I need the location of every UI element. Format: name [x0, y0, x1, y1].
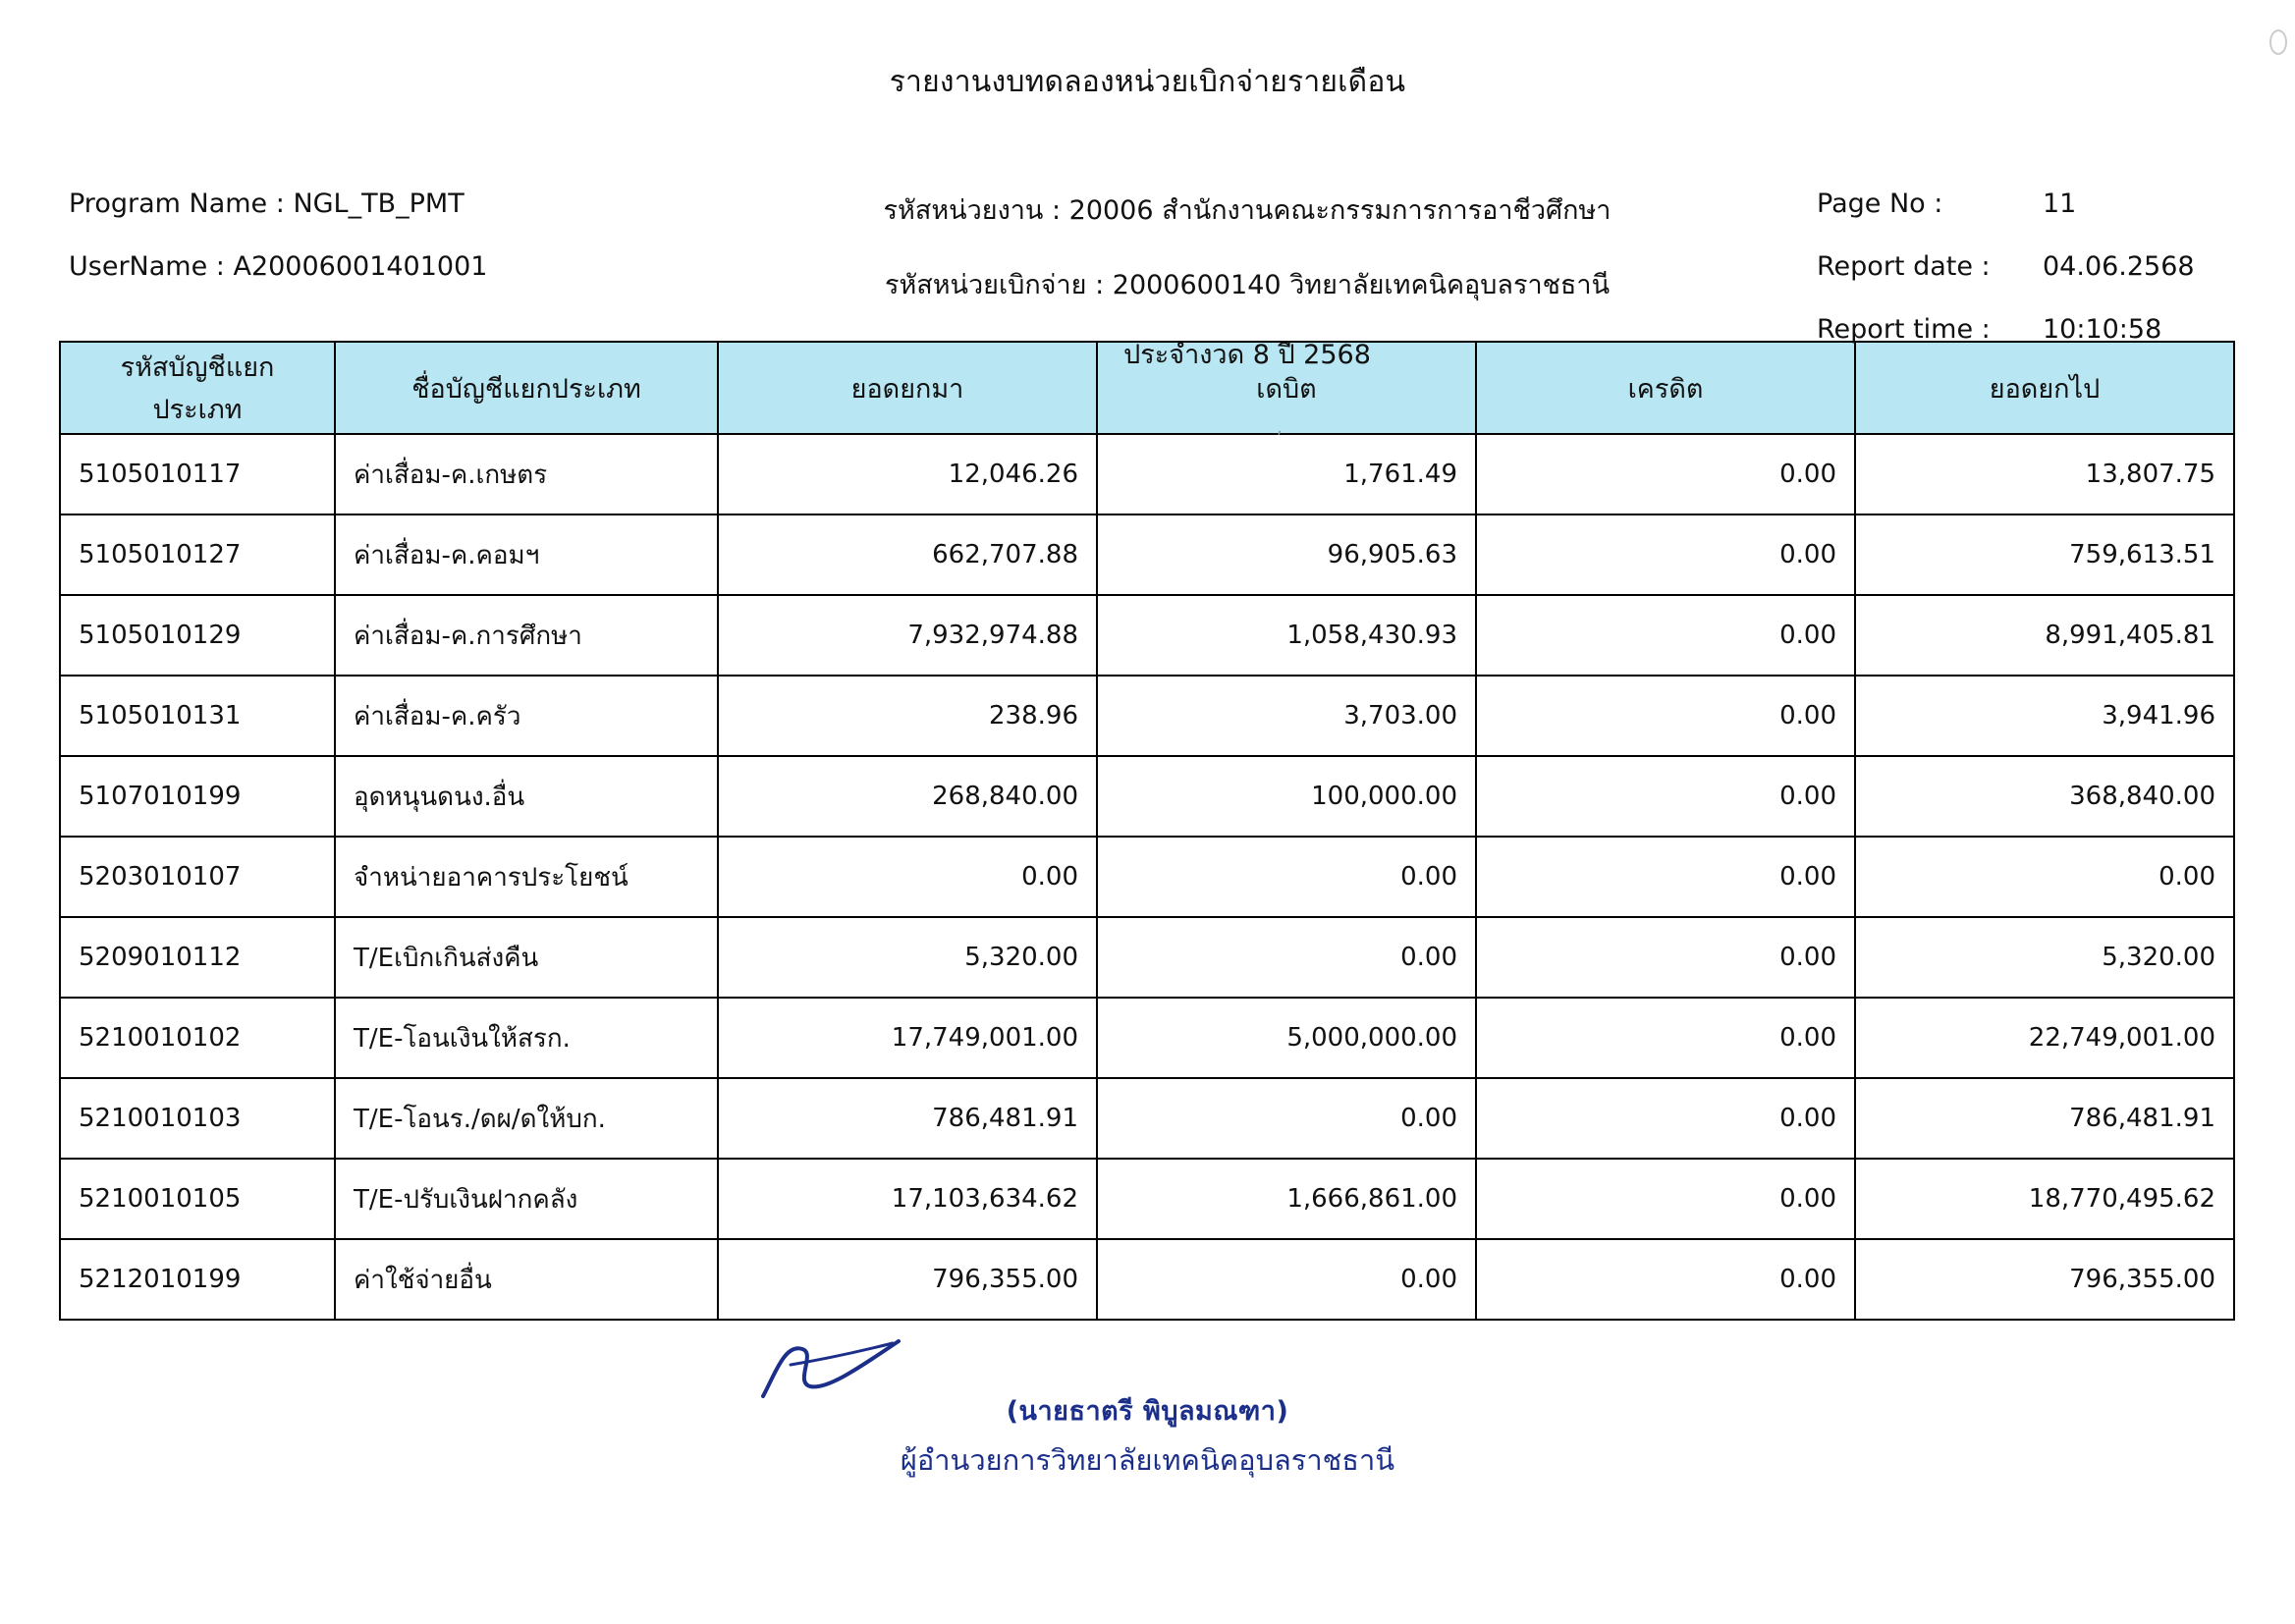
report-date-label: Report date : — [1817, 251, 1991, 282]
cell-opening-balance: 796,355.00 — [718, 1239, 1097, 1320]
report-date-value: 04.06.2568 — [2043, 251, 2195, 282]
agency-code-label: รหัสหน่วยงาน : — [883, 195, 1062, 226]
cell-opening-balance: 786,481.91 — [718, 1078, 1097, 1159]
cell-closing-balance: 5,320.00 — [1855, 917, 2234, 998]
cell-credit: 0.00 — [1476, 837, 1855, 917]
cell-account-code: 5105010131 — [60, 676, 335, 756]
cell-debit: 0.00 — [1097, 1239, 1476, 1320]
signature-block — [0, 1389, 2295, 1483]
table-row — [60, 1078, 2234, 1159]
cell-account-code: 5209010112 — [60, 917, 335, 998]
cell-credit: 0.00 — [1476, 1159, 1855, 1239]
cell-debit: 3,703.00 — [1097, 676, 1476, 756]
cell-account-code: 5105010117 — [60, 434, 335, 514]
disburse-code-line — [805, 263, 1689, 305]
page-no-line — [1817, 189, 2295, 219]
cell-account-name: T/E-โอนร./ดผ/ดให้บก. — [335, 1078, 718, 1159]
column-header-opening: ยอดยกมา — [718, 342, 1097, 434]
cell-account-code: 5107010199 — [60, 756, 335, 837]
username-line — [69, 251, 776, 282]
trial-balance-table — [59, 341, 2235, 1321]
page-edge-artifact — [2269, 29, 2287, 55]
cell-closing-balance: 22,749,001.00 — [1855, 998, 2234, 1078]
cell-opening-balance: 17,103,634.62 — [718, 1159, 1097, 1239]
cell-credit: 0.00 — [1476, 514, 1855, 595]
column-header-credit: เครดิต — [1476, 342, 1855, 434]
table-row — [60, 1159, 2234, 1239]
cell-account-name: ค่าเสื่อม-ค.คอมฯ — [335, 514, 718, 595]
report-metadata — [59, 115, 2236, 370]
cell-closing-balance: 8,991,405.81 — [1855, 595, 2234, 676]
table-row — [60, 917, 2234, 998]
cell-account-code: 5210010105 — [60, 1159, 335, 1239]
cell-account-code: 5210010103 — [60, 1078, 335, 1159]
cell-opening-balance: 238.96 — [718, 676, 1097, 756]
column-header-debit: เดบิต — [1097, 342, 1476, 434]
page-no-label: Page No : — [1817, 189, 1943, 219]
page-title: รายงานงบทดลองหน่วยเบิกจ่ายรายเดือน — [889, 65, 1406, 99]
report-time-line — [1817, 314, 2295, 345]
report-period: ประจำงวด 8 ปี 2568 — [1123, 340, 1371, 370]
cell-account-code: 5105010129 — [60, 595, 335, 676]
cell-debit: 0.00 — [1097, 917, 1476, 998]
cell-credit: 0.00 — [1476, 998, 1855, 1078]
report-time-label: Report time : — [1817, 314, 1991, 345]
cell-opening-balance: 5,320.00 — [718, 917, 1097, 998]
table-row — [60, 514, 2234, 595]
cell-debit: 1,666,861.00 — [1097, 1159, 1476, 1239]
cell-account-code: 5210010102 — [60, 998, 335, 1078]
cell-opening-balance: 662,707.88 — [718, 514, 1097, 595]
agency-code-line — [805, 189, 1689, 231]
cell-account-code: 5212010199 — [60, 1239, 335, 1320]
program-name-line — [69, 189, 776, 219]
username-label: UserName : — [69, 251, 225, 282]
page-no-value: 11 — [2043, 189, 2077, 219]
report-date-line — [1817, 251, 2295, 282]
disburse-code-value: 2000600140 วิทยาลัยเทคนิคอุบลราชธานี — [1112, 270, 1611, 300]
cell-account-name: T/E-โอนเงินให้สรก. — [335, 998, 718, 1078]
cell-credit: 0.00 — [1476, 1239, 1855, 1320]
cell-debit: 1,761.49 — [1097, 434, 1476, 514]
cell-debit: 96,905.63 — [1097, 514, 1476, 595]
disburse-code-label: รหัสหน่วยเบิกจ่าย : — [884, 270, 1105, 300]
metadata-right-column — [1817, 189, 2295, 377]
table-row — [60, 676, 2234, 756]
table-row — [60, 1239, 2234, 1320]
cell-closing-balance: 18,770,495.62 — [1855, 1159, 2234, 1239]
cell-credit: 0.00 — [1476, 434, 1855, 514]
cell-debit: 100,000.00 — [1097, 756, 1476, 837]
cell-account-code: 5105010127 — [60, 514, 335, 595]
cell-credit: 0.00 — [1476, 595, 1855, 676]
column-header-account-code: รหัสบัญชีแยกประเภท — [60, 342, 335, 434]
table-row — [60, 837, 2234, 917]
cell-debit: 1,058,430.93 — [1097, 595, 1476, 676]
cell-account-name: ค่าเสื่อม-ค.การศึกษา — [335, 595, 718, 676]
column-header-account-name: ชื่อบัญชีแยกประเภท — [335, 342, 718, 434]
cell-account-name: อุดหนุนดนง.อื่น — [335, 756, 718, 837]
cell-account-name: ค่าเสื่อม-ค.ครัว — [335, 676, 718, 756]
cell-closing-balance: 3,941.96 — [1855, 676, 2234, 756]
agency-code-value: 20006 สำนักงานคณะกรรมการการอาชีวศึกษา — [1068, 195, 1612, 226]
cell-account-name: T/E-ปรับเงินฝากคลัง — [335, 1159, 718, 1239]
scan-speck: , — [1277, 417, 1283, 438]
column-header-closing: ยอดยกไป — [1855, 342, 2234, 434]
cell-credit: 0.00 — [1476, 756, 1855, 837]
cell-account-name: T/Eเบิกเกินส่งคืน — [335, 917, 718, 998]
cell-credit: 0.00 — [1476, 676, 1855, 756]
cell-account-name: จำหน่ายอาคารประโยชน์ — [335, 837, 718, 917]
cell-debit: 5,000,000.00 — [1097, 998, 1476, 1078]
cell-closing-balance: 0.00 — [1855, 837, 2234, 917]
table-row — [60, 998, 2234, 1078]
metadata-left-column — [69, 189, 776, 314]
cell-opening-balance: 17,749,001.00 — [718, 998, 1097, 1078]
cell-opening-balance: 12,046.26 — [718, 434, 1097, 514]
signature-scribble-icon — [755, 1335, 902, 1404]
table-row — [60, 595, 2234, 676]
cell-closing-balance: 759,613.51 — [1855, 514, 2234, 595]
report-time-value: 10:10:58 — [2043, 314, 2162, 345]
program-name-value: NGL_TB_PMT — [293, 189, 464, 219]
cell-account-name: ค่าใช้จ่ายอื่น — [335, 1239, 718, 1320]
table-body — [60, 434, 2234, 1320]
cell-credit: 0.00 — [1476, 917, 1855, 998]
cell-opening-balance: 268,840.00 — [718, 756, 1097, 837]
cell-opening-balance: 0.00 — [718, 837, 1097, 917]
cell-closing-balance: 368,840.00 — [1855, 756, 2234, 837]
cell-opening-balance: 7,932,974.88 — [718, 595, 1097, 676]
program-name-label: Program Name : — [69, 189, 285, 219]
metadata-center-column — [805, 189, 1689, 375]
signature-name: (นายธาตรี พิบูลมณฑา) — [1006, 1396, 1289, 1427]
cell-closing-balance: 796,355.00 — [1855, 1239, 2234, 1320]
table-row — [60, 434, 2234, 514]
cell-account-code: 5203010107 — [60, 837, 335, 917]
cell-credit: 0.00 — [1476, 1078, 1855, 1159]
cell-closing-balance: 13,807.75 — [1855, 434, 2234, 514]
cell-closing-balance: 786,481.91 — [1855, 1078, 2234, 1159]
table-row — [60, 756, 2234, 837]
username-value: A20006001401001 — [233, 251, 488, 282]
cell-debit: 0.00 — [1097, 1078, 1476, 1159]
cell-account-name: ค่าเสื่อม-ค.เกษตร — [335, 434, 718, 514]
cell-debit: 0.00 — [1097, 837, 1476, 917]
signature-position: ผู้อำนวยการวิทยาลัยเทคนิคอุบลราชธานี — [900, 1443, 1395, 1477]
